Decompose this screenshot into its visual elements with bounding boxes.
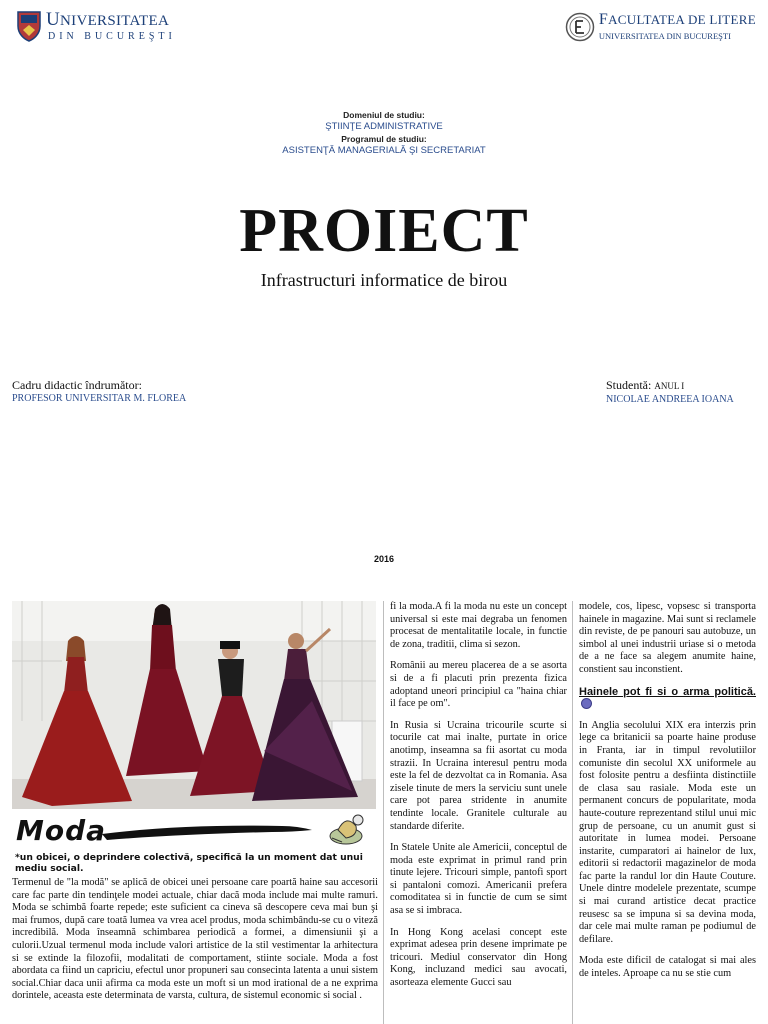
fashion-photo-image [12,601,376,809]
coordinator-label: Cadru didactic îndrumător: [12,378,142,392]
paragraph: modele, cos, lipesc, vopsesc si transporta hainele in magazine. Mai sunt si reclamele din reviste, de pe panouri sau autobuze, un simbol al unei industrii uriase si o metoda de a ne face sa alegem anumite haine, constient sau inconstient. [579,601,756,675]
program-label: Programul de studiu: [341,134,427,144]
article-heading: Moda [16,814,107,847]
program-value: ASISTENŢĂ MANAGERIALĂ ŞI SECRETARIAT [282,145,486,156]
article-column-1: Termenul de "la modă" se aplică de obicei unei persoane care poartă haine sau accesorii care fac parte din tendinţele modei actuale, chiar dacă moda include mai multe ramuri. Moda se schimbă foarte repede; este suficient ca cineva să descopere ceva mai bun şi mai frumos, după care toată lumea va vrea acel produs, moda schimbându-se cu o viteză incredibilă. Moda înseamnă schimbarea periodică a formei, a dimensiunii şi a culorii.Uzual termenul moda include valori artistice de la stil vestimentar la arhitectura si se extinde la filozofii, modalitati de comportament, stiinte sociale. Moda a fost abordata ca fiind un capriciu, efectul unor propuneri sau consecinta latenta a unui sistem social.Chiar daca unii afirma ca moda este un moft si un mod irational de a ne exprima dorintele, aceasta este determinata de varsta, cultura, de sistemul economic si social . [12,877,378,1002]
paragraph: In Statele Unite ale Americii, conceptul de moda este exprimat in primul rand prin tinute lejere. Tricouri simple, pantofi sport si pantaloni comozi. Americanii prefera comoditatea si in functie de cum se simt asa se si imbraca. [390,842,567,917]
article-column-2 [390,601,567,999]
project-year: 2016 [373,554,395,564]
coordinator-name: PROFESOR UNIVERSITAR M. FLOREA [12,393,187,404]
brush-stroke-icon [12,808,376,852]
university-crest-icon [16,10,42,42]
article-column-3 [579,601,756,990]
paragraph: In Rusia si Ucraina tricourile scurte si tocurile cat mai inalte, purtate in orice anotimp, inseamna sa fii asortat cu moda strazii. In Ucraina interesul pentru moda este la fel de dezvoltat ca in Romania. Asa zisele tinute de mers la serviciu sunt unele care pot parea stridente in anumite tendinte locale. Granitele culturale au standarde diferite. [390,719,567,832]
study-info [0,109,768,157]
student-block [606,379,734,406]
paragraph: In Hong Kong acelasi concept este exprimat adesea prin desene imprimate pe tricouri. Mediul conservator din Hong Kong, incluzand medici sau avocati, asorteaza elemente Gucci sau [390,926,567,989]
university-name: UNIVERSITATEA [46,9,170,30]
moda-heading-row [12,808,376,852]
domain-value: ŞTIINŢE ADMINISTRATIVE [325,121,443,132]
globe-icon [581,698,592,709]
university-subtitle: DIN BUCUREŞTI [48,31,176,42]
faculty-seal-icon [565,12,595,42]
paragraph: fi la moda.A fi la moda nu este un concept universal si este mai degraba un fenomen procesat de mentalitatile locale, in functie de zona, traditii, clima si sezon. [390,601,567,650]
paragraph: Moda este dificil de catalogat si mai ales de inteles. Aproape ca nu se stie cum [579,955,756,980]
column-divider [383,601,384,1024]
page-subtitle: Infrastructuri informatice de birou [260,270,508,290]
paragraph: In Anglia secolului XIX era interzis prin lege ca britanicii sa poarte haine produse in Franta, iar in timpul revolutiilor comuniste din secolul XX uniformele au fost folosite pentru a desfiinta distinctiile de clasa sau rasiale. Moda este un permanent concurs de popularitate, moda haute-couture reprezentand stilul unui mic grup de persoane, cu un anumit gust si autoritate in lumea modei. Persoane instarite, cumparatori ai hainelor de lux, editorii si redactorii magazinelor de moda fac parte la randul lor din Haute Couture. Unele dintre modelele prezentate, scumpe si mai curand artistice decat practice reusesc sa se impuna si sa devina moda, dar cele mai multe raman pe podiumul de defilare. [579,719,756,945]
student-label-row [606,379,734,393]
moda-definition: *un obicei, o deprindere colectivă, specifică la un moment dat unui mediu social. [15,852,363,874]
paragraph: Românii au mereu placerea de a se asorta si de a fi placuti prin prezenta fizica adoptand uneori principiul ca "haina chiar il face pe om". [390,660,567,710]
university-logo [16,10,176,42]
column-divider [572,601,573,1024]
fashion-photo [12,601,376,809]
student-name: NICOLAE ANDREEA IOANA [606,394,734,405]
domain-label: Domeniul de studiu: [343,110,425,120]
student-label: Studentă: [606,378,652,392]
coordinator-block [12,379,186,405]
fashion-accessories-icon [328,808,368,848]
student-year: ANUL I [654,381,685,391]
section-heading: Hainele pot fi si o arma politică. [579,686,756,712]
faculty-name: FACULTATEA DE LITERE [598,11,756,28]
page-title: PROIECT [239,197,529,265]
faculty-subtitle: UNIVERSITATEA DIN BUCUREŞTI [598,31,731,41]
faculty-logo [565,12,756,42]
